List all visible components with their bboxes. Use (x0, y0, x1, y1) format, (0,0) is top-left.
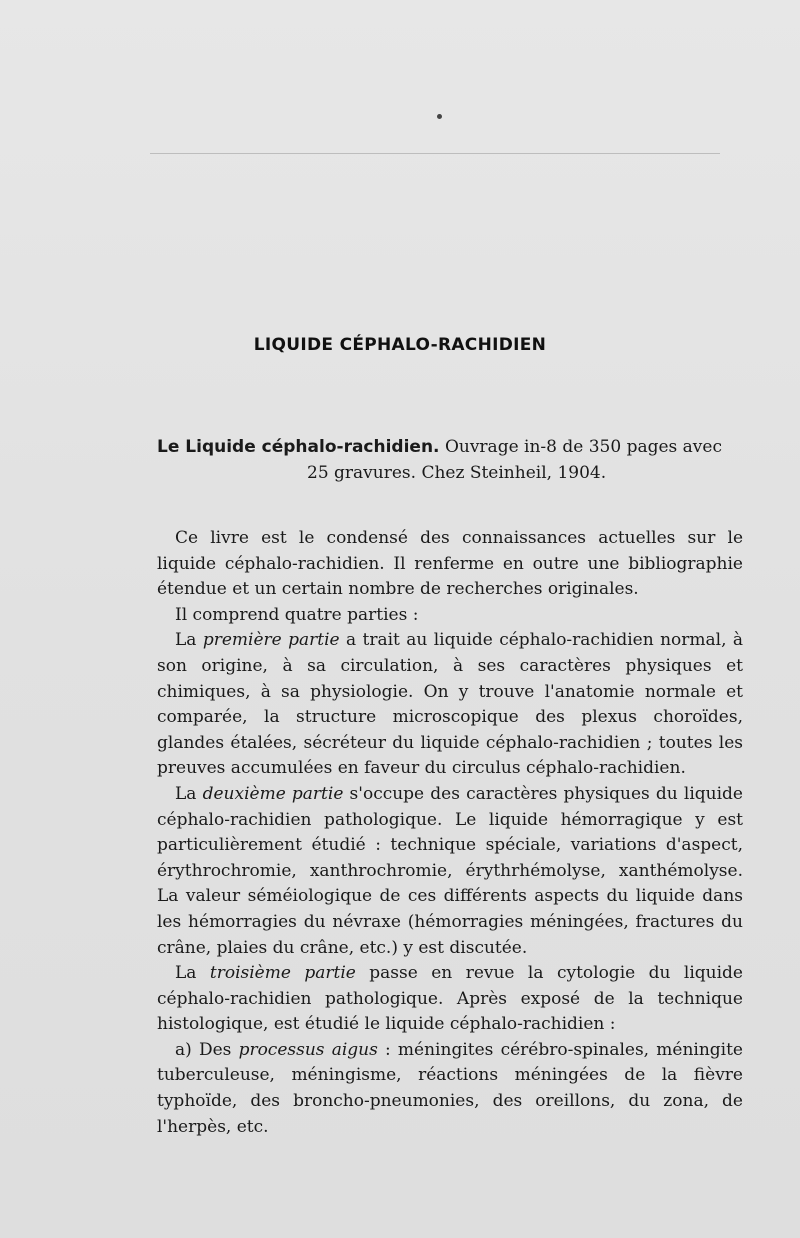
citation-title: Le Liquide céphalo-rachidien. (157, 437, 440, 457)
paragraph: La première partie a trait au liquide céphalo-rachidien normal, à son origine, à sa circulation, à ses caractères physiques et chimiques, à sa physiologie. On y trouve l'anatomie normale et comparée, la structure microscopique des plexus choroïdes, glandes étalées, sécréteur du liquide céphalo-rachidien ; toutes les preuves accumulées en faveur du circulus céphalo-rachidien. (157, 630, 744, 779)
paragraph: Ce livre est le condensé des connaissances actuelles sur le liquide céphalo-rachidien. Il renferme en outre une bibliographie étendue et un certain nombre de recherches originales. (157, 528, 743, 600)
body-text (157, 526, 743, 1140)
paragraph: a) Des processus aigus : méningites cérébro-spinales, méningite tuberculeuse, méningisme, réactions méningées de la fièvre typhoïde, des broncho-pneumonies, des oreillons, du zona, de l'herpès, etc. (157, 1039, 743, 1137)
paragraph: Il comprend quatre parties : (175, 604, 419, 625)
show-through-rule (150, 153, 720, 154)
citation-details: Ouvrage in-8 de 350 pages avec (444, 437, 722, 457)
citation-details-line2: 25 gravures. Chez Steinheil, 1904. (307, 463, 607, 483)
paragraph: La deuxième partie s'occupe des caractères physiques du liquide céphalo-rachidien pathologique. Le liquide hémorragique y est particulièrement étudié : technique spéciale, variations d'aspect, érythrochromie, xanthrochromie, érythrhémolyse, xanthémolyse. La valeur séméiologique de ces différents aspects du liquide dans les hémorragies du névraxe (hémorragies méningées, fractures du crâne, plaies du crâne, etc.) y est discutée. (157, 783, 743, 958)
citation (157, 434, 742, 486)
section-title: LIQUIDE CÉPHALO-RACHIDIEN (253, 335, 547, 355)
paragraph: La troisième partie passe en revue la cytologie du liquide céphalo-rachidien pathologique. Après exposé de la technique histologique, est étudié le liquide céphalo-rachidien : (157, 963, 743, 1035)
show-through-mark (437, 114, 442, 119)
